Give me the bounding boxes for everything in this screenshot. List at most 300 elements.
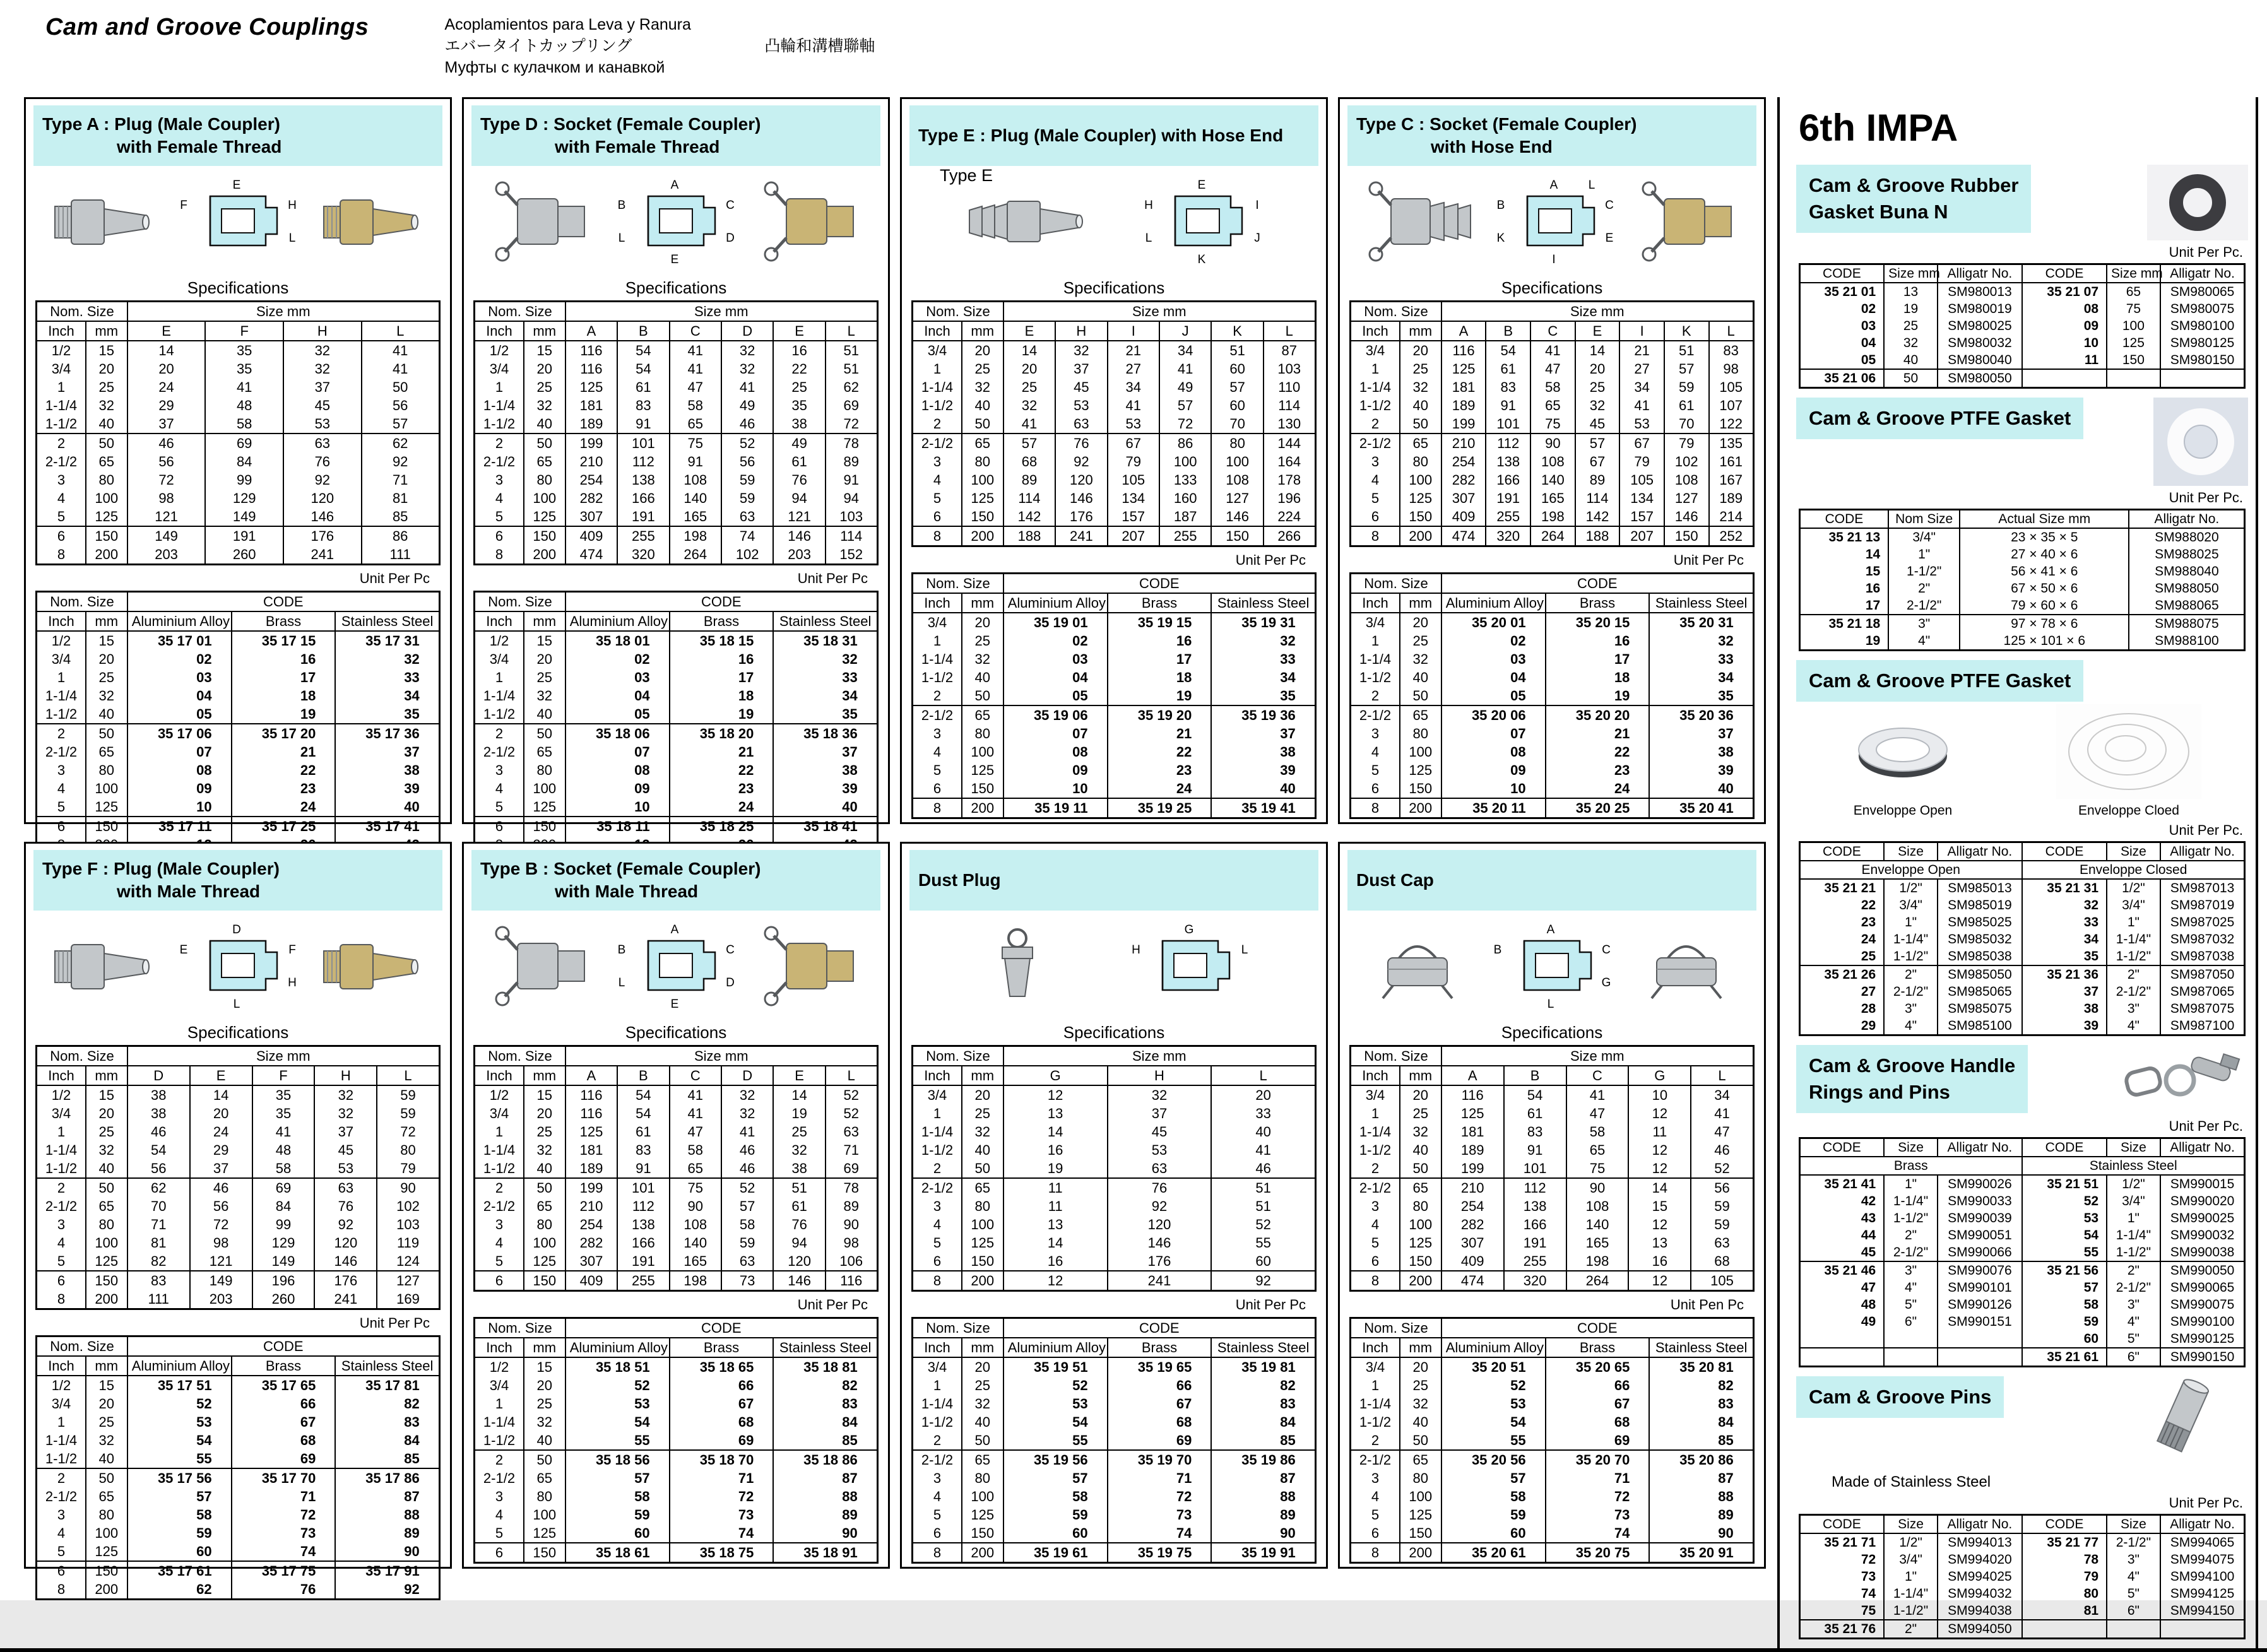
code-value: 35 19 01 — [1003, 613, 1108, 632]
table-value: SM980125 — [2160, 334, 2245, 351]
code-value: 35 18 31 — [773, 631, 877, 650]
row-inch: 3/4 — [37, 1395, 86, 1413]
unit-note: Unit Per Pc — [1235, 1297, 1306, 1313]
row-inch: 2 — [1351, 687, 1400, 705]
row-inch: 1-1/4 — [37, 1141, 86, 1159]
section-title-text: Cam & Groove PTFE Gasket — [1809, 407, 2071, 429]
row-inch: 4 — [475, 779, 524, 798]
code-value: 60 — [1441, 1524, 1546, 1543]
spec-value: 189 — [1441, 1141, 1504, 1159]
inch-header: Inch — [1351, 593, 1400, 613]
row-mm: 25 — [86, 378, 127, 396]
sidebar-section-ptfe-gasket-envelope — [1796, 660, 2248, 1036]
spec-value: 409 — [565, 1271, 617, 1291]
code-value: 35 17 41 — [335, 817, 439, 835]
svg-text:A: A — [670, 923, 679, 936]
row-mm: 25 — [1400, 1376, 1441, 1395]
code-value: 40 — [773, 798, 877, 817]
col-header: Stainless Steel — [773, 1338, 877, 1357]
code-value: 45 — [1799, 1244, 1884, 1261]
code-value: 22 — [670, 761, 774, 779]
code-value: 81 — [2022, 1602, 2107, 1620]
spec-value: 38 — [127, 1104, 190, 1123]
col-header: D — [721, 1066, 773, 1085]
row-mm: 32 — [1400, 378, 1441, 396]
row-mm: 50 — [86, 1178, 127, 1197]
subtitle-chinese: 凸輪和溝槽聯軸 — [764, 37, 875, 55]
section-title — [1796, 1376, 2004, 1418]
spec-value: 105 — [1709, 378, 1754, 396]
table-value — [2160, 1620, 2245, 1639]
spec-value: 14 — [773, 1085, 825, 1104]
panel-type-c — [1338, 97, 1766, 824]
spec-value: 149 — [190, 1271, 252, 1290]
table-value: 1-1/4" — [1884, 1585, 1938, 1602]
table-value: 3" — [1888, 615, 1960, 632]
row-mm: 65 — [1400, 705, 1441, 724]
code-value: 38 — [1649, 743, 1753, 761]
row-mm: 100 — [1400, 471, 1441, 489]
row-inch: 3 — [475, 1215, 524, 1234]
page-header — [0, 0, 2267, 78]
code-value: 05 — [1799, 351, 1884, 369]
row-inch: 3 — [1351, 1469, 1400, 1487]
col-header: CODE — [1799, 510, 1888, 529]
svg-text:K: K — [1197, 253, 1205, 266]
dust-cap-photo — [1370, 925, 1465, 1007]
table-value: SM994100 — [2160, 1568, 2245, 1585]
spec-value: 76 — [773, 1215, 825, 1234]
code-value: 42 — [1799, 1193, 1884, 1210]
row-inch: 1-1/2 — [475, 415, 524, 434]
spec-value: 89 — [1575, 471, 1620, 489]
code-value: 89 — [1211, 1506, 1315, 1524]
row-inch: 1/2 — [37, 1376, 86, 1395]
spec-value: 89 — [826, 1197, 877, 1215]
table-value: 125 — [2107, 334, 2160, 351]
spec-value: 14 — [127, 341, 206, 360]
spec-value: 51 — [1211, 1178, 1315, 1197]
row-inch: 3 — [913, 1469, 962, 1487]
table-value: 1/2" — [1884, 1533, 1938, 1551]
code-value: 35 20 56 — [1441, 1450, 1546, 1469]
row-inch: 2 — [475, 724, 524, 743]
row-mm: 25 — [524, 1123, 565, 1141]
code-header: CODE — [565, 592, 878, 612]
spec-value: 75 — [1530, 415, 1575, 434]
mm-header: mm — [524, 611, 565, 631]
table-value: SM990101 — [1938, 1279, 2022, 1296]
table-value: SM985100 — [1938, 1017, 2022, 1035]
spec-value: 47 — [670, 1123, 721, 1141]
col-header: Aluminium Alloy — [127, 611, 232, 631]
panel-title-text: with Female Thread — [555, 137, 720, 156]
row-mm: 80 — [524, 761, 565, 779]
spec-value: 63 — [1108, 1159, 1212, 1178]
col-header: Brass — [670, 611, 774, 631]
code-value: 35 18 56 — [565, 1450, 670, 1469]
section-title — [1796, 398, 2083, 439]
spec-value: 120 — [314, 1234, 377, 1252]
spec-value: 12 — [1628, 1159, 1691, 1178]
code-value: 08 — [1003, 743, 1108, 761]
nom-size-header: Nom. Size — [1351, 1318, 1441, 1338]
spec-value: 92 — [314, 1215, 377, 1234]
table-value: 40 — [1884, 351, 1938, 369]
row-mm: 100 — [86, 1234, 127, 1252]
row-mm: 50 — [524, 1450, 565, 1469]
code-value: 71 — [232, 1487, 336, 1506]
code-value: 22 — [1108, 743, 1212, 761]
nom-size-header: Nom. Size — [37, 302, 127, 322]
svg-text:L: L — [1145, 232, 1152, 245]
unit-note: Unit Per Pc. — [2169, 244, 2243, 260]
table-value: SM980150 — [2160, 351, 2245, 369]
code-value: 05 — [127, 705, 232, 724]
spec-value: 51 — [1211, 341, 1263, 360]
code-value: 74 — [1799, 1585, 1884, 1602]
spec-value: 130 — [1264, 415, 1315, 434]
spec-value: 45 — [314, 1141, 377, 1159]
table-value: SM990033 — [1938, 1193, 2022, 1210]
spec-value: 40 — [1211, 1123, 1315, 1141]
panel-title — [471, 850, 880, 911]
spec-value: 12 — [1628, 1104, 1691, 1123]
code-value: 35 20 81 — [1649, 1357, 1753, 1376]
pin-photo — [2134, 1376, 2248, 1471]
spec-value: 14 — [1003, 1123, 1108, 1141]
svg-text:D: D — [726, 232, 735, 245]
spec-value: 169 — [377, 1290, 439, 1309]
code-value: 66 — [670, 1376, 774, 1395]
code-value: 35 — [1211, 687, 1315, 705]
col-header: E — [1003, 321, 1055, 341]
spec-table — [1349, 1045, 1755, 1292]
spec-value: 37 — [127, 415, 206, 434]
code-value: 35 17 51 — [127, 1376, 232, 1395]
code-value: 28 — [1799, 1000, 1884, 1017]
row-mm: 80 — [962, 452, 1003, 471]
nom-size-header: Nom. Size — [1351, 574, 1441, 594]
spec-value: 20 — [190, 1104, 252, 1123]
spec-value: 41 — [362, 341, 440, 360]
spec-value: 90 — [1530, 434, 1575, 452]
row-inch: 3 — [475, 471, 524, 489]
row-mm: 200 — [1400, 1271, 1441, 1291]
code-value: 87 — [335, 1487, 439, 1506]
table-value: SM987100 — [2160, 1017, 2245, 1035]
table-value: SM988065 — [2129, 597, 2245, 615]
spec-value: 75 — [670, 434, 721, 452]
spec-value: 53 — [1108, 1141, 1212, 1159]
spec-value: 112 — [617, 452, 669, 471]
spec-value: 65 — [670, 415, 721, 434]
row-mm: 15 — [524, 341, 565, 360]
row-mm: 20 — [1400, 613, 1441, 632]
spec-value: 146 — [1211, 507, 1263, 526]
spec-value: 59 — [1664, 378, 1709, 396]
spec-value: 81 — [127, 1234, 190, 1252]
row-inch: 3 — [913, 452, 962, 471]
spec-value: 84 — [252, 1197, 315, 1215]
spec-value: 15 — [1628, 1197, 1691, 1215]
spec-value: 127 — [377, 1271, 439, 1290]
code-value: 72 — [1108, 1487, 1212, 1506]
code-value: 35 18 41 — [773, 817, 877, 835]
spec-value: 59 — [721, 489, 773, 507]
code-header: CODE — [127, 1336, 440, 1357]
row-mm: 80 — [524, 1215, 565, 1234]
col-header: Alligatr No. — [2129, 510, 2245, 529]
spec-value: 98 — [1709, 360, 1754, 378]
code-value: 67 — [232, 1413, 336, 1431]
row-inch: 8 — [37, 1580, 86, 1600]
spec-value: 101 — [1504, 1159, 1566, 1178]
col-header: L — [826, 321, 877, 341]
inch-header: Inch — [475, 1066, 524, 1085]
table-value: 23 × 35 × 5 — [1960, 528, 2129, 546]
spec-value: 61 — [617, 1123, 669, 1141]
row-mm: 200 — [1400, 798, 1441, 818]
col-header: Size mm — [2107, 264, 2160, 283]
row-inch: 2 — [1351, 1159, 1400, 1178]
spec-value: 46 — [721, 1141, 773, 1159]
code-value: 60 — [127, 1542, 232, 1561]
code-value: 60 — [2022, 1330, 2107, 1348]
col-header: CODE — [1799, 842, 1884, 861]
specifications-caption: Specifications — [625, 278, 727, 297]
code-value: 04 — [127, 687, 232, 705]
svg-text:K: K — [1496, 232, 1505, 245]
code-value: 16 — [232, 650, 336, 668]
code-value: 88 — [1649, 1487, 1753, 1506]
row-mm: 65 — [1400, 1178, 1441, 1197]
row-mm: 200 — [1400, 1543, 1441, 1563]
spec-value: 119 — [377, 1234, 439, 1252]
col-header: Size — [1884, 1138, 1938, 1157]
code-value: 23 — [670, 779, 774, 798]
table-value: SM994025 — [1938, 1568, 2022, 1585]
spec-value: 20 — [1575, 360, 1620, 378]
spec-value: 69 — [252, 1178, 315, 1197]
col-header: Alligatr No. — [1938, 264, 2022, 283]
row-inch: 3/4 — [1351, 613, 1400, 632]
code-value: 58 — [1003, 1487, 1108, 1506]
code-table — [911, 1317, 1317, 1564]
code-value: 48 — [1799, 1296, 1884, 1313]
sidebar-section-handle-rings-pins — [1796, 1045, 2248, 1367]
spec-value: 140 — [670, 489, 721, 507]
row-mm: 150 — [86, 1271, 127, 1290]
code-value: 55 — [2022, 1244, 2107, 1261]
code-value: 59 — [2022, 1313, 2107, 1330]
spec-value: 41 — [670, 341, 721, 360]
row-inch: 3/4 — [475, 650, 524, 668]
spec-value: 149 — [252, 1252, 315, 1271]
spec-value: 140 — [1566, 1215, 1629, 1234]
table-value: SM980065 — [2160, 283, 2245, 300]
table-value: 6" — [2107, 1348, 2160, 1367]
col-header: D — [721, 321, 773, 341]
spec-value: 27 — [1619, 360, 1664, 378]
code-value: 84 — [773, 1413, 877, 1431]
row-inch: 2-1/2 — [913, 434, 962, 452]
code-value: 59 — [1003, 1506, 1108, 1524]
row-mm: 65 — [962, 1178, 1003, 1197]
spec-value: 57 — [1003, 434, 1055, 452]
spec-value: 90 — [670, 1197, 721, 1215]
table-value: 2" — [1884, 965, 1938, 983]
spec-value: 127 — [1664, 489, 1709, 507]
spec-value: 78 — [826, 1178, 877, 1197]
spec-value: 210 — [1441, 434, 1486, 452]
table-value: 56 × 41 × 6 — [1960, 563, 2129, 580]
row-mm: 50 — [1400, 1159, 1441, 1178]
row-mm: 65 — [86, 1197, 127, 1215]
spec-value: 54 — [617, 1104, 669, 1123]
code-value: 08 — [2022, 300, 2107, 317]
spec-value: 266 — [1264, 526, 1315, 546]
spec-value: 86 — [1159, 434, 1211, 452]
unit-note: Unit Per Pc. — [2169, 1118, 2243, 1134]
spec-value: 188 — [1003, 526, 1055, 546]
spec-value: 69 — [826, 1159, 877, 1178]
panel-title-text: Type F : Plug (Male Coupler) — [42, 859, 280, 878]
spec-value: 45 — [283, 396, 362, 415]
col-header: Aluminium Alloy — [1003, 593, 1108, 613]
code-value: 35 — [773, 705, 877, 724]
row-inch: 5 — [1351, 489, 1400, 507]
col-header: K — [1211, 321, 1263, 341]
row-mm: 25 — [86, 1413, 127, 1431]
row-mm: 80 — [1400, 724, 1441, 743]
code-value: 25 — [1799, 948, 1884, 965]
row-mm: 125 — [962, 489, 1003, 507]
row-inch: 1 — [475, 668, 524, 687]
spec-value: 191 — [1504, 1234, 1566, 1252]
table-value: SM994125 — [2160, 1585, 2245, 1602]
table-value: 4" — [1884, 1279, 1938, 1296]
row-inch: 4 — [913, 1215, 962, 1234]
spec-value: 59 — [1691, 1197, 1753, 1215]
table-value: SM988025 — [2129, 546, 2245, 563]
code-value: 35 20 25 — [1546, 798, 1650, 818]
spec-value: 150 — [1664, 526, 1709, 546]
code-value: 35 20 51 — [1441, 1357, 1546, 1376]
code-value: 82 — [1649, 1376, 1753, 1395]
spec-value: 254 — [1441, 1197, 1504, 1215]
spec-value: 41 — [1211, 1141, 1315, 1159]
spec-value: 25 — [1003, 378, 1055, 396]
spec-value: 152 — [826, 545, 877, 565]
row-inch: 3 — [913, 724, 962, 743]
table-value: 6" — [1884, 1313, 1938, 1330]
spec-value: 33 — [1211, 1104, 1315, 1123]
spec-value: 111 — [127, 1290, 190, 1309]
inch-header: Inch — [1351, 1338, 1400, 1357]
panel-title-text: Type A : Plug (Male Coupler) — [42, 114, 280, 134]
table-value: SM980075 — [2160, 300, 2245, 317]
inch-header: Inch — [913, 1066, 962, 1085]
row-mm: 150 — [1400, 1252, 1441, 1271]
spec-value: 58 — [670, 1141, 721, 1159]
table-value: SM994075 — [2160, 1551, 2245, 1568]
section-title-text: Gasket Buna N — [1809, 201, 1948, 223]
col-header: B — [1504, 1066, 1566, 1085]
code-value: 35 17 75 — [232, 1561, 336, 1580]
section-title — [1796, 165, 2031, 233]
row-inch: 3 — [475, 1487, 524, 1506]
spec-value: 54 — [1486, 341, 1530, 360]
svg-text:G: G — [1184, 923, 1194, 936]
row-inch: 4 — [1351, 1487, 1400, 1506]
spec-value: 75 — [670, 1178, 721, 1197]
section-figures — [1796, 704, 2248, 818]
spec-value: 41 — [670, 360, 721, 378]
col-header: Stainless Steel — [335, 1356, 439, 1376]
spec-value: 98 — [190, 1234, 252, 1252]
code-value: 54 — [565, 1413, 670, 1431]
product-images — [33, 166, 442, 277]
code-value: 39 — [773, 779, 877, 798]
col-header: L — [362, 321, 440, 341]
type-label: Type E — [940, 166, 993, 185]
row-inch: 3 — [1351, 724, 1400, 743]
panel-type-e — [900, 97, 1328, 824]
table-value: SM980100 — [2160, 317, 2245, 334]
code-value: 37 — [335, 743, 439, 761]
table-value: SM994013 — [1938, 1533, 2022, 1551]
row-mm: 20 — [524, 1376, 565, 1395]
row-mm: 32 — [86, 1141, 127, 1159]
spec-value: 20 — [1003, 360, 1055, 378]
row-mm: 125 — [962, 1234, 1003, 1252]
table-value: SM994032 — [1938, 1585, 2022, 1602]
row-inch: 1-1/4 — [37, 1431, 86, 1449]
table-value: 1" — [1884, 914, 1938, 931]
spec-value: 35 — [252, 1085, 315, 1104]
row-inch: 4 — [1351, 1215, 1400, 1234]
row-mm: 40 — [1400, 668, 1441, 687]
table-value: 2" — [2107, 965, 2160, 983]
spec-value: 112 — [1504, 1178, 1566, 1197]
row-inch: 1 — [1351, 360, 1400, 378]
size-mm-header: Size mm — [1003, 302, 1316, 322]
code-value: 07 — [127, 743, 232, 761]
spec-value: 56 — [362, 396, 440, 415]
spec-value: 409 — [1441, 1252, 1504, 1271]
spec-value: 146 — [1108, 1234, 1212, 1252]
sidebar-table — [1799, 1137, 2246, 1367]
row-inch: 3/4 — [913, 1085, 962, 1104]
row-inch: 2 — [37, 434, 86, 452]
table-value: SM987019 — [2160, 897, 2245, 914]
svg-text:B: B — [1496, 199, 1505, 212]
product-images — [909, 911, 1318, 1022]
col-header: C — [1566, 1066, 1629, 1085]
code-value: 35 18 11 — [565, 817, 670, 835]
code-value: 40 — [1211, 779, 1315, 798]
spec-value: 474 — [565, 545, 617, 565]
code-value: 38 — [2022, 1000, 2107, 1017]
code-value: 22 — [232, 761, 336, 779]
table-value — [1884, 1348, 1938, 1367]
row-mm: 32 — [1400, 1395, 1441, 1413]
col-header: Size — [2107, 1515, 2160, 1534]
spec-value: 60 — [1211, 360, 1263, 378]
spec-value: 46 — [190, 1178, 252, 1197]
row-mm: 150 — [86, 817, 127, 835]
